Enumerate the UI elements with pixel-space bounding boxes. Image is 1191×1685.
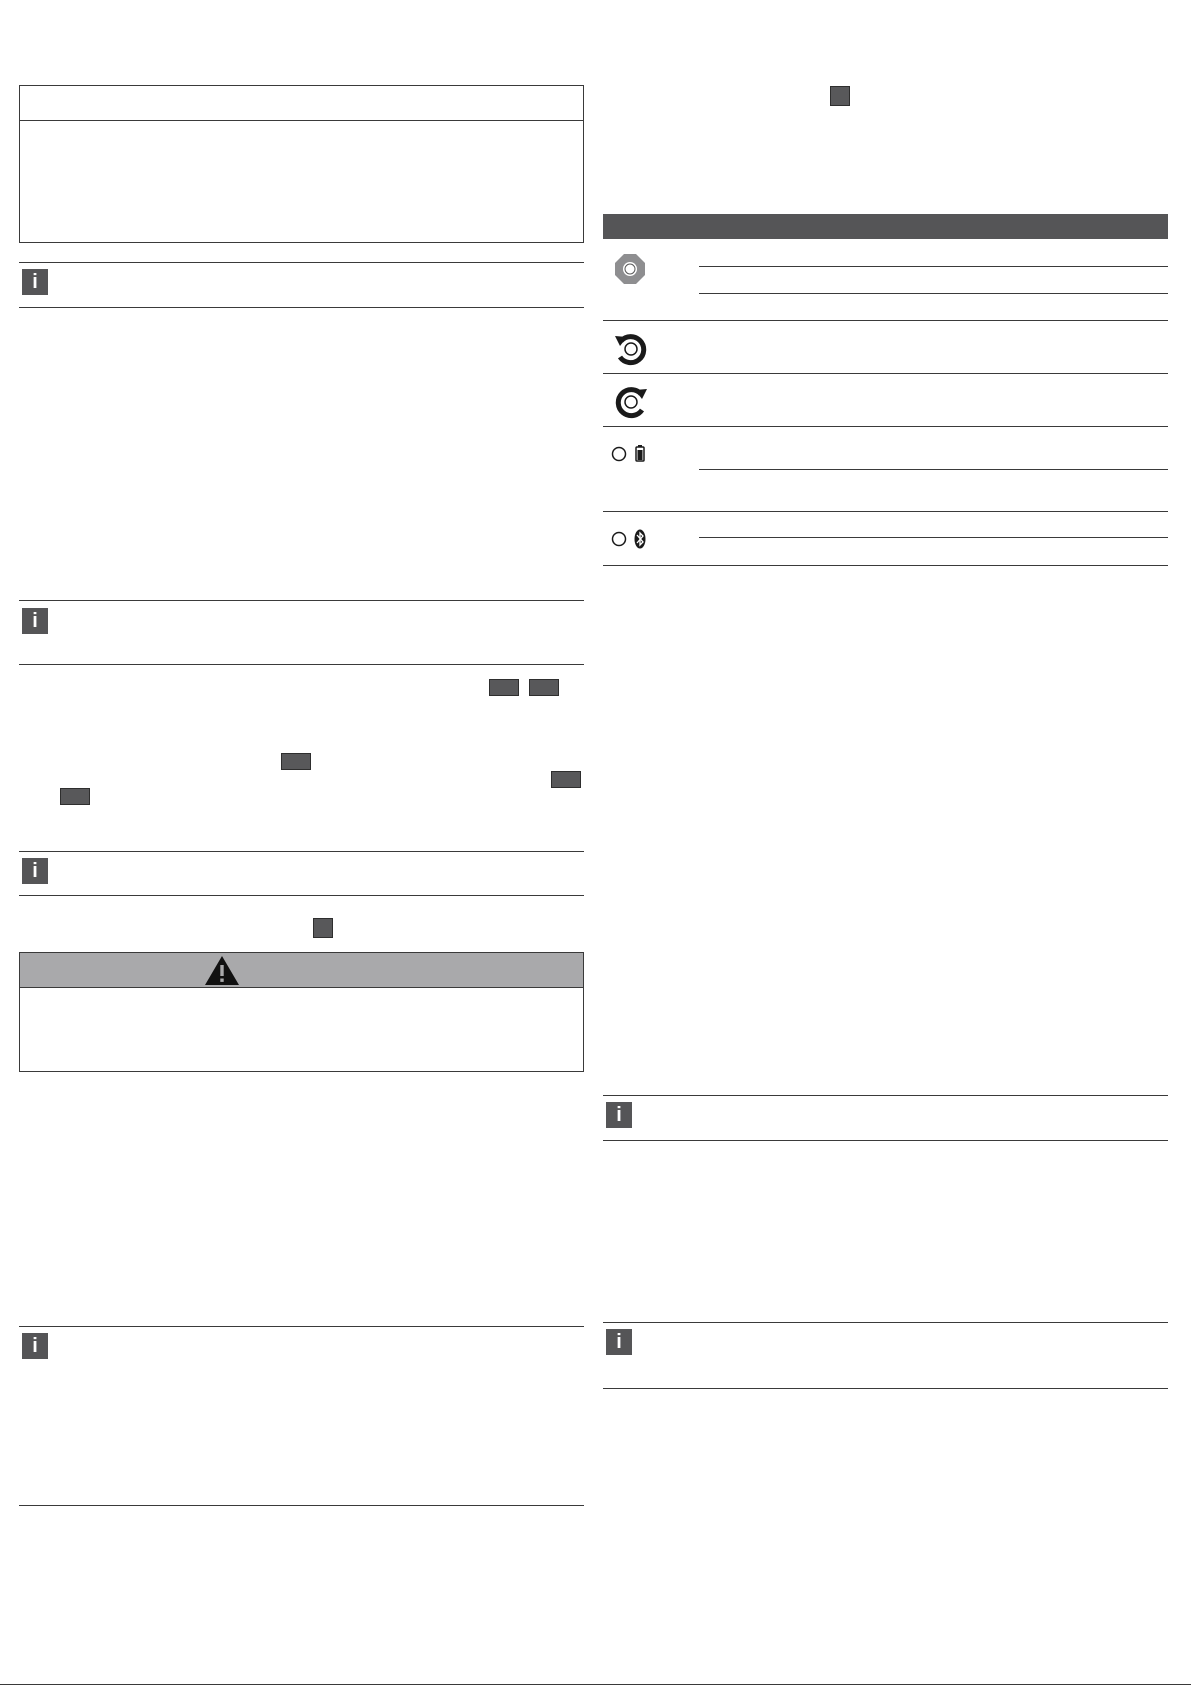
status-table-header [603, 214, 1168, 239]
figure-reference-chip [281, 753, 311, 770]
figure-reference-chip [60, 788, 90, 805]
status-sub-rule [699, 266, 1168, 267]
status-table-bottom-rule [603, 565, 1168, 566]
status-sub-rule [699, 469, 1168, 470]
top-box-divider [19, 120, 584, 121]
rotate-right-icon [612, 384, 650, 420]
right-info-note-2-top-rule [603, 1322, 1168, 1323]
info-note-1-top-rule [19, 262, 584, 263]
info-note-2-top-rule [19, 600, 584, 601]
info-icon: i [22, 1333, 48, 1359]
info-icon: i [606, 1102, 632, 1128]
right-info-note-2-bottom-rule [603, 1388, 1168, 1389]
info-icon: i [22, 858, 48, 884]
warning-header [20, 953, 583, 988]
info-icon: i [22, 269, 48, 295]
bluetooth-led-icon [611, 528, 649, 550]
rotate-left-icon [612, 331, 650, 367]
info-icon: i [606, 1329, 632, 1355]
octagon-led-icon [614, 253, 646, 285]
warning-triangle-icon [204, 955, 240, 986]
info-note-3-top-rule [19, 851, 584, 852]
info-note-2-bottom-rule [19, 664, 584, 665]
figure-reference-chip [551, 771, 581, 788]
right-info-note-1-bottom-rule [603, 1140, 1168, 1141]
info-note-4-top-rule [19, 1326, 584, 1327]
right-info-note-1-top-rule [603, 1095, 1168, 1096]
figure-reference-chip [489, 679, 519, 696]
status-row-rule [603, 373, 1168, 374]
status-sub-rule [699, 293, 1168, 294]
info-note-3-bottom-rule [19, 895, 584, 896]
info-note-1-bottom-rule [19, 307, 584, 308]
info-icon: i [22, 608, 48, 634]
figure-reference-chip [830, 86, 850, 106]
status-row-rule [603, 511, 1168, 512]
top-framed-box [19, 85, 584, 243]
status-sub-rule [699, 537, 1168, 538]
info-note-4-bottom-rule [19, 1505, 584, 1506]
figure-reference-chip [313, 918, 333, 938]
status-row-rule [603, 320, 1168, 321]
battery-led-icon [611, 444, 649, 464]
status-row-rule [603, 426, 1168, 427]
figure-reference-chip [529, 679, 559, 696]
